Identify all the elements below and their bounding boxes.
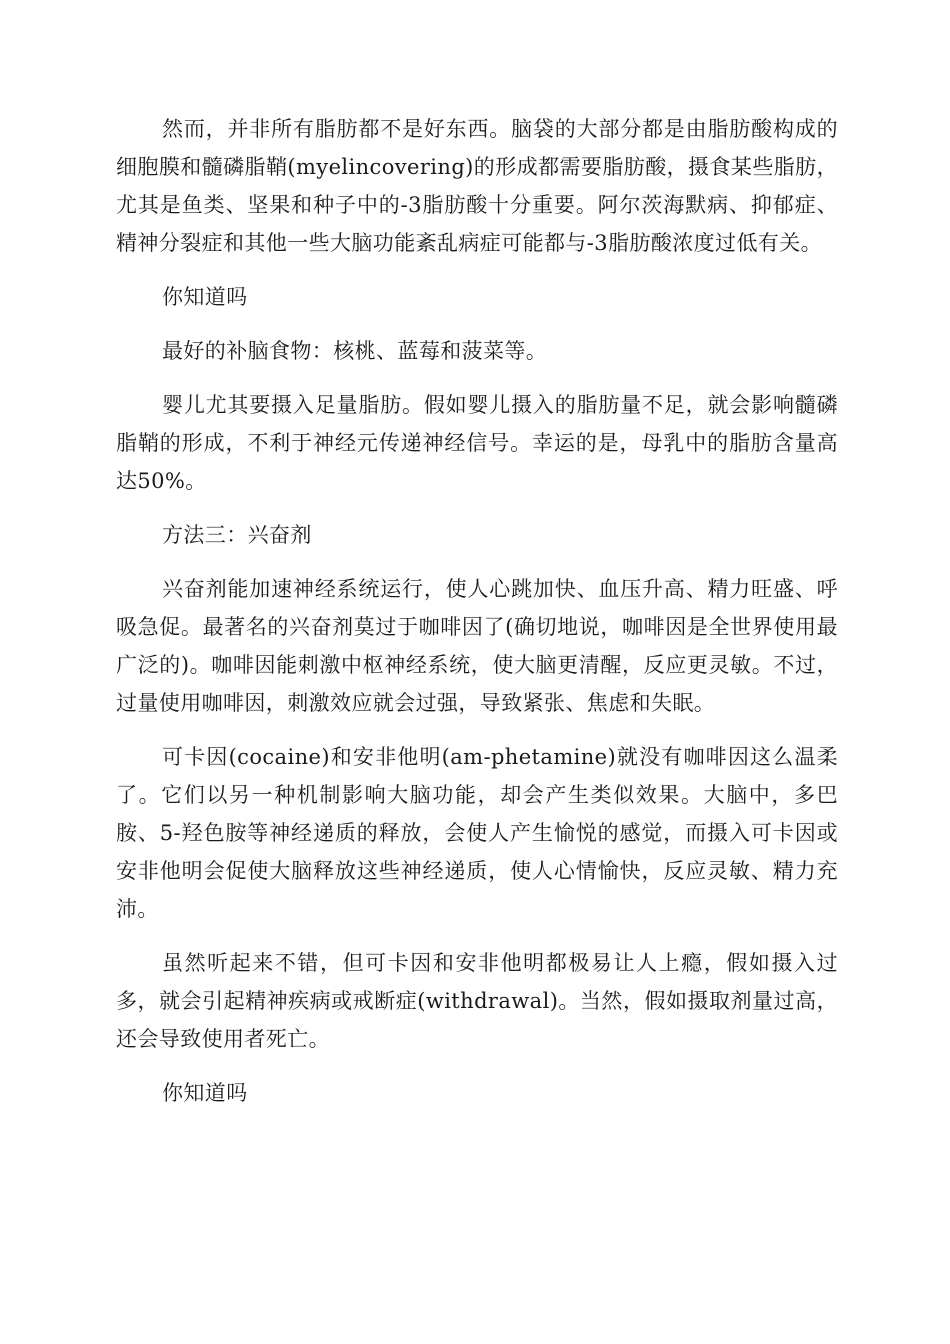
paragraph-caffeine: 兴奋剂能加速神经系统运行，使人心跳加快、血压升高、精力旺盛、呼吸急促。最著名的兴奋剂莫过于咖啡因了(确切地说，咖啡因是全世界使用最广泛的)。咖啡因能刺激中枢神经系统，使大脑更清醒，反应更灵敏。不过，过量使用咖啡因，刺激效应就会过强，导致紧张、焦虑和失眠。	[116, 577, 838, 715]
paragraph-cocaine-amphetamine: 可卡因(cocaine)和安非他明(am-phetamine)就没有咖啡因这么温柔了。它们以另一种机制影响大脑功能，却会产生类似效果。大脑中，多巴胺、5-羟色胺等神经递质的释放，会使人产生愉悦的感觉，而摄入可卡因或安非他明会促使大脑释放这些神经递质，使人心情愉快，反应灵敏、精力充沛。	[116, 745, 838, 921]
paragraph-fats: 然而，并非所有脂肪都不是好东西。脑袋的大部分都是由脂肪酸构成的细胞膜和髓磷脂鞘(myelincovering)的形成都需要脂肪酸，摄食某些脂肪，尤其是鱼类、坚果和种子中的-3脂肪酸十分重要。阿尔茨海默病、抑郁症、精神分裂症和其他一些大脑功能紊乱病症可能都与-3脂肪酸浓度过低有关。	[116, 117, 838, 255]
did-you-know-heading: 你知道吗	[162, 285, 248, 309]
section-heading-stimulants: 方法三：兴奋剂	[162, 523, 312, 547]
did-you-know-heading-2: 你知道吗	[162, 1081, 248, 1105]
paragraph-addiction: 虽然听起来不错，但可卡因和安非他明都极易让人上瘾，假如摄入过多，就会引起精神疾病或戒断症(withdrawal)。当然，假如摄取剂量过高，还会导致使用者死亡。	[116, 951, 838, 1051]
document-page	[116, 110, 838, 1128]
paragraph-brain-foods: 最好的补脑食物：核桃、蓝莓和菠菜等。	[162, 339, 548, 363]
paragraph-infant-fats: 婴儿尤其要摄入足量脂肪。假如婴儿摄入的脂肪量不足，就会影响髓磷脂鞘的形成，不利于神经元传递神经信号。幸运的是，母乳中的脂肪含量高达50%。	[116, 393, 838, 493]
